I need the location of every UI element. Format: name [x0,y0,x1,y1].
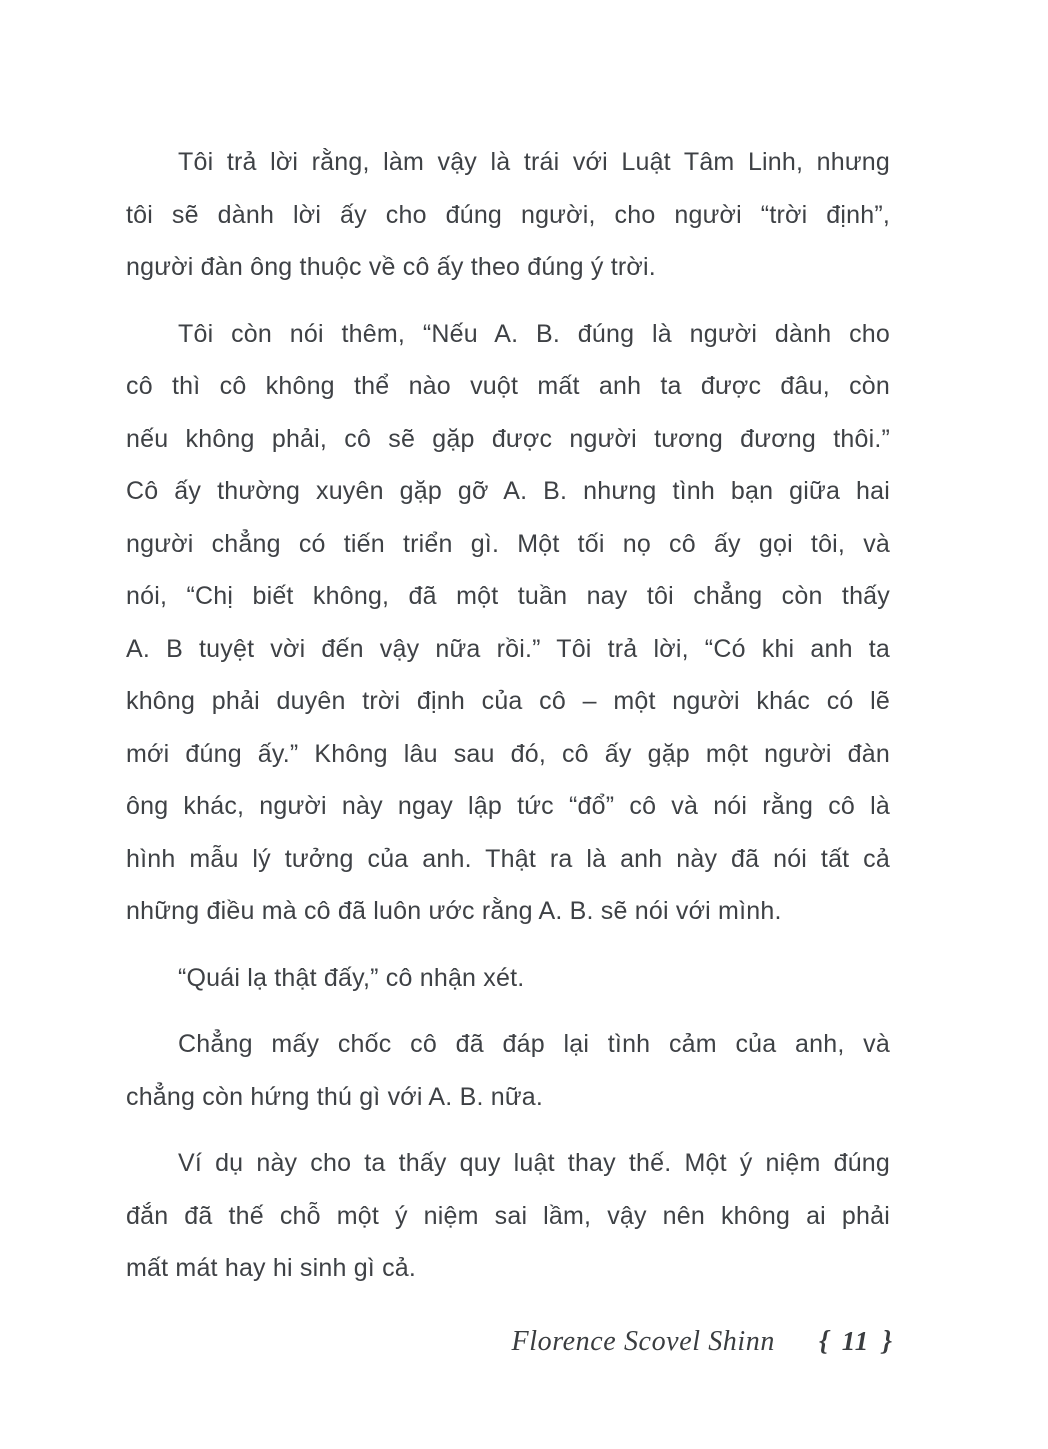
page-footer [126,1326,892,1358]
text-line: những điều mà cô đã luôn ước rằng A. B. sẽ nói với mình. [126,897,782,925]
text-line: Tôi còn nói thêm, “Nếu A. B. đúng là người dành cho [178,319,890,348]
text-line: Cô ấy thường xuyên gặp gỡ A. B. nhưng tình bạn giữa hai [126,477,890,505]
paragraph [126,1018,890,1123]
text-line: người chẳng có tiến triển gì. Một tối nọ cô ấy gọi tôi, và [126,529,890,558]
text-line: tôi sẽ dành lời ấy cho đúng người, cho người “trời định”, [126,200,890,229]
text-line: nếu không phải, cô sẽ gặp được người tương đương thôi.” [126,424,890,453]
page-number-value: 11 [841,1326,870,1356]
text-line: người đàn ông thuộc về cô ấy theo đúng ý trời. [126,253,656,281]
author-name: Florence Scovel Shinn [511,1326,775,1357]
paragraph [126,1137,890,1295]
text-line: mất mát hay hi sinh gì cả. [126,1254,417,1282]
paragraph [126,952,890,1005]
brace-right: } [882,1326,892,1357]
text-line: Tôi trả lời rằng, làm vậy là trái với Luật Tâm Linh, nhưng [178,148,890,176]
brace-left: { [818,1326,829,1357]
text-line: mới đúng ấy.” Không lâu sau đó, cô ấy gặp một người đàn [126,739,890,768]
body-text [126,136,890,1295]
paragraph [126,136,890,294]
text-line: hình mẫu lý tưởng của anh. Thật ra là anh này đã nói tất cả [126,844,890,873]
text-line: ông khác, người này ngay lập tức “đổ” cô và nói rằng cô là [126,792,890,820]
text-line: nói, “Chị biết không, đã một tuần nay tôi chẳng còn thấy [126,582,890,610]
text-line: Ví dụ này cho ta thấy quy luật thay thế. Một ý niệm đúng [178,1149,890,1177]
text-line: cô thì cô không thể nào vuột mất anh ta được đâu, còn [126,372,890,400]
text-line: đắn đã thế chỗ một ý niệm sai lầm, vậy nên không ai phải [126,1201,890,1230]
page-number [819,1326,892,1358]
text-line: chẳng còn hứng thú gì với A. B. nữa. [126,1082,544,1111]
text-line: Chẳng mấy chốc cô đã đáp lại tình cảm của anh, và [178,1030,890,1058]
text-line: “Quái lạ thật đấy,” cô nhận xét. [178,963,525,992]
text-line: không phải duyên trời định của cô – một người khác có lẽ [126,687,890,715]
text-line: A. B tuyệt vời đến vậy nữa rồi.” Tôi trả lời, “Có khi anh ta [126,634,890,663]
paragraph [126,308,890,938]
